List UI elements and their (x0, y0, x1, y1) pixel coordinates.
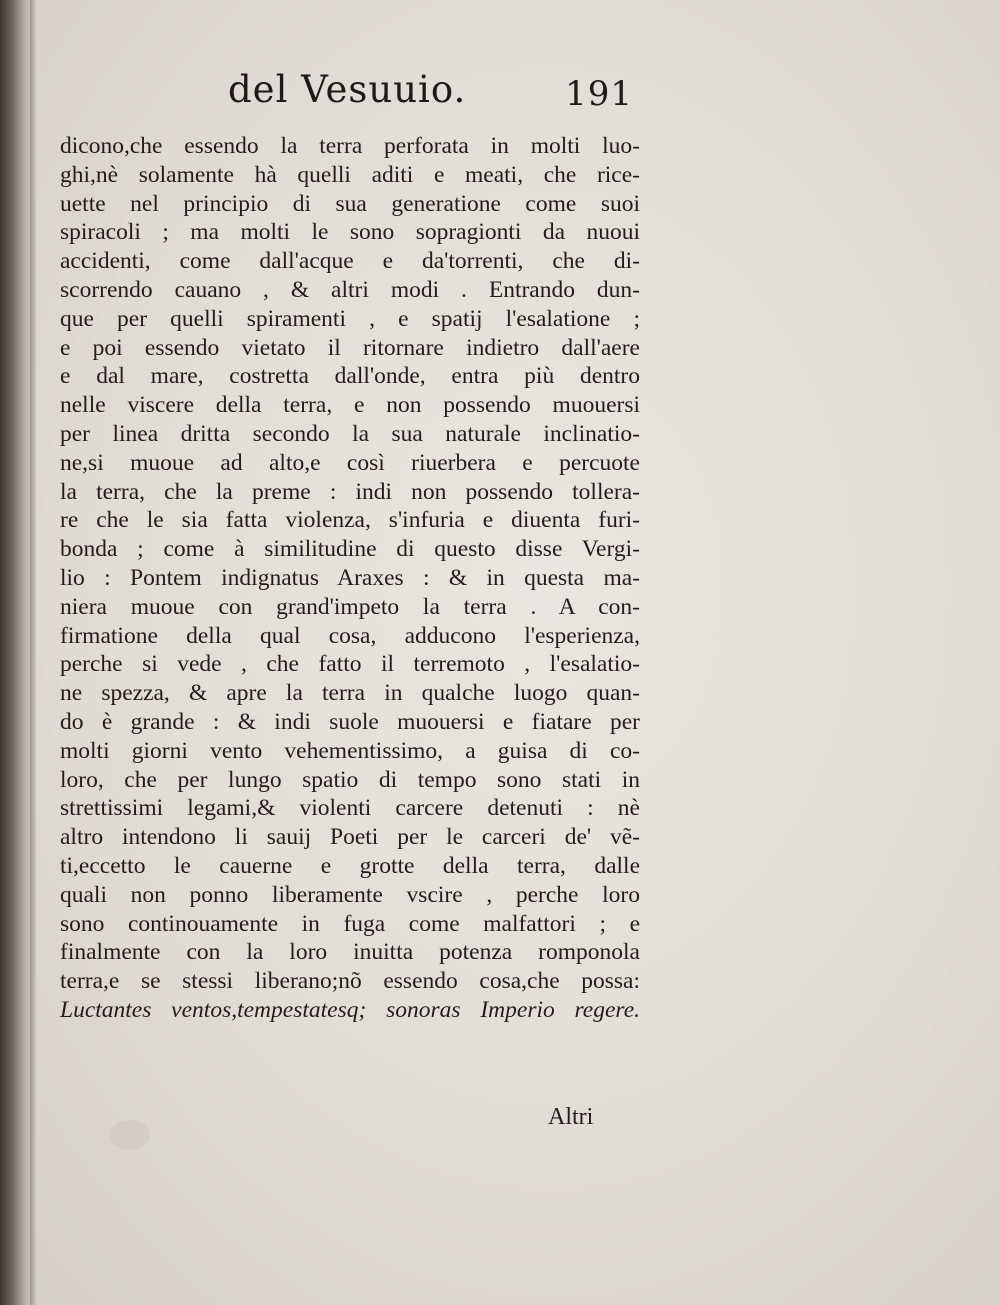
page-header (228, 68, 633, 128)
text-line: lio : Pontem indignatus Araxes : & in questa ma- (60, 564, 640, 591)
verse-quotation-line: Luctantes ventos,tempestatesq; sonoras Imperio regere. (60, 996, 640, 1023)
text-line: finalmente con la loro inuitta potenza romponola (60, 939, 640, 966)
running-title: del Vesuuio. (228, 68, 467, 111)
text-line: bonda ; come à similitudine di questo disse Vergi- (60, 536, 640, 563)
text-line: ti,eccetto le cauerne e grotte della terra, dalle (60, 852, 640, 879)
paper-stain (110, 1120, 150, 1150)
text-line: firmatione della qual cosa, adducono l'esperienza, (60, 622, 640, 649)
text-line: perche si vede , che fatto il terremoto , l'esalatio- (60, 651, 640, 678)
text-line: que per quelli spiramenti , e spatij l'esalatione ; (60, 305, 640, 332)
text-line: re che le sia fatta violenza, s'infuria e diuenta furi- (60, 507, 640, 534)
text-line: e dal mare, costretta dall'onde, entra più dentro (60, 363, 640, 390)
text-line: dicono,che essendo la terra perforata in molti luo- (60, 133, 640, 159)
text-line: ne spezza, & apre la terra in qualche luogo quan- (60, 680, 640, 707)
text-line: quali non ponno liberamente vscire , perche loro (60, 881, 640, 908)
text-line: nelle viscere della terra, e non possendo muouersi (60, 392, 640, 419)
text-line: loro, che per lungo spatio di tempo sono stati in (60, 766, 640, 793)
text-line: altro intendono li sauij Poeti per le carceri de' vẽ- (60, 824, 640, 851)
text-line: e poi essendo vietato il ritornare indietro dall'aere (60, 334, 640, 361)
text-line: scorrendo cauano , & altri modi . Entrando dun- (60, 276, 640, 303)
text-line: strettissimi legami,& violenti carcere detenuti : nè (60, 795, 640, 822)
text-line: ne,si muoue ad alto,e così riuerbera e percuote (60, 449, 640, 476)
binding-gutter (0, 0, 34, 1305)
text-line: uette nel principio di sua generatione come suoi (60, 190, 640, 217)
text-line: terra,e se stessi liberano;nõ essendo cosa,che possa: (60, 968, 640, 995)
text-line: spiracoli ; ma molti le sono sopragionti da nuoui (60, 219, 640, 246)
body-text (60, 132, 640, 1025)
page-number: 191 (565, 74, 633, 114)
page-edge-shadow (30, 0, 36, 1305)
text-line: accidenti, come dall'acque e da'torrenti, che di- (60, 248, 640, 275)
text-line: per linea dritta secondo la sua naturale inclinatio- (60, 420, 640, 447)
catchword: Altri (548, 1104, 594, 1130)
text-line: sono continouamente in fuga come malfattori ; e (60, 910, 640, 937)
text-line: la terra, che la preme : indi non possendo tollera- (60, 478, 640, 505)
text-line: do è grande : & indi suole muouersi e fiatare per (60, 708, 640, 735)
text-line: niera muoue con grand'impeto la terra . A con- (60, 593, 640, 620)
text-line: ghi,nè solamente hà quelli aditi e meati, che rice- (60, 161, 640, 188)
text-line: molti giorni vento vehementissimo, a guisa di co- (60, 737, 640, 764)
